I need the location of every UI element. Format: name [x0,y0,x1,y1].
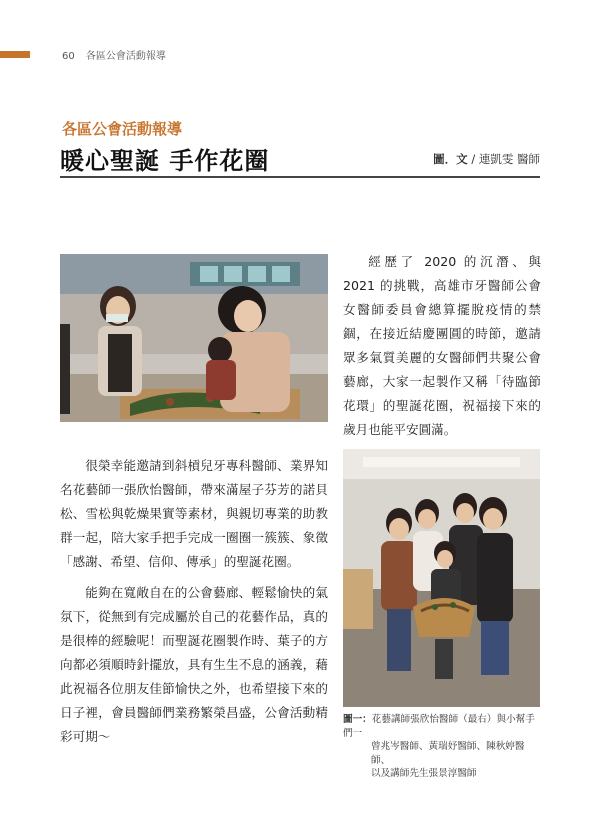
running-header [62,47,166,62]
caption-label: 圖一： [343,714,372,725]
page-title: 暖心聖誕 手作花圈 [60,147,270,175]
running-title: 各區公會活動報導 [85,51,166,62]
caption-line-1: 花藝講師張欣怡醫師（最右）與小幫手們一 [343,714,535,739]
caption-line-3: 以及講師先生張景淳醫師 [371,768,477,779]
paragraph-experience: 能夠在寬敞自在的公會藝廊、輕鬆愉快的氣氛下，從無到有完成屬於自己的花藝作品，真的是很棒的經驗呢！而聖誕花圈製作時、葉子的方向都必須順時針擺放，具有生生不息的涵義，藉此祝福各位朋友佳節愉快之外，也希望接下來的日子裡，會員醫師們業務繁榮昌盛，公會活動精彩可期～ [60,585,328,744]
workshop-photo [60,254,328,422]
figure-caption [343,713,543,781]
paragraph-intro: 經歷了 2020 的沉潛、與 2021 的挑戰，高雄市牙醫師公會女醫師委員會總算擺脫疫情的禁錮，在接近結慶團圓的時節，邀請眾多氣質美麗的女醫師們共聚公會藝廊，大家一起製作又稱「待臨節花環」的聖誕花圈，祝福接下來的歲月也能平安圓滿。 [343,254,541,437]
title-divider [60,176,540,178]
section-label: 各區公會活動報導 [62,120,183,138]
byline-prefix: 圖．文 [433,152,468,166]
accent-bar [0,51,30,58]
byline-author: / 連凱雯 醫師 [471,152,540,166]
caption-line-2: 曾兆岑醫師、黃瑞妤醫師、陳秋婷醫師、 [371,741,525,766]
byline [433,151,540,167]
paragraph-instructor: 很榮幸能邀請到斜槓兒牙專科醫師、業界知名花藝師一張欣怡醫師，帶來滿屋子芬芳的諾貝松、雪松與乾燥果實等素材，與親切專業的助教群一起，陪大家手把手完成一圈圈一簇簇、象徵「感謝、希望、信仰、傳承」的聖誕花圈。 [60,458,328,569]
group-photo [343,449,540,707]
page-number: 60 [62,51,75,62]
